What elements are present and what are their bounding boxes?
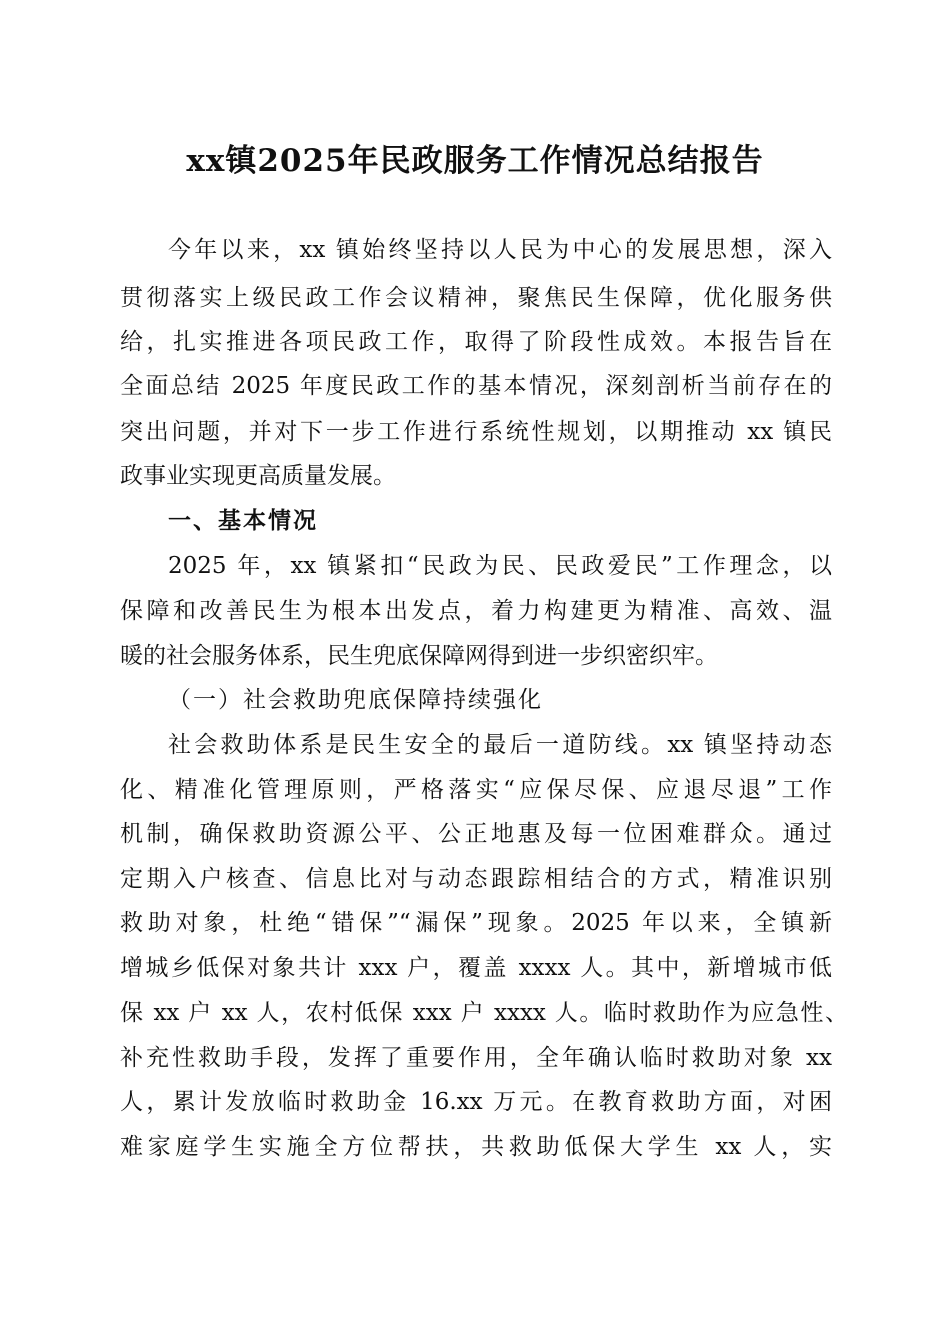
intro-line: 给，扎实推进各项民政工作，取得了阶段性成效。本报告旨在 (120, 329, 832, 355)
subsection-line: 定期入户核查、信息比对与动态跟踪相结合的方式，精准识别 (120, 866, 832, 892)
subsection-line: 难家庭学生实施全方位帮扶，共救助低保大学生 xx 人，实 (120, 1134, 832, 1160)
subsection-line: 化、精准化管理原则，严格落实“应保尽保、应退尽退”工作 (120, 777, 832, 803)
subsection-line: 保 xx 户 xx 人，农村低保 xxx 户 xxxx 人。临时救助作为应急性、 (120, 1000, 848, 1026)
intro-line: 政事业实现更高质量发展。 (120, 463, 396, 489)
subsection-line: 人，累计发放临时救助金 16.xx 万元。在教育救助方面，对困 (120, 1089, 832, 1115)
intro-line: 全面总结 2025 年度民政工作的基本情况，深刻剖析当前存在的 (120, 373, 832, 399)
section1-line: 2025 年，xx 镇紧扣“民政为民、民政爱民”工作理念，以 (168, 553, 832, 579)
intro-line: 今年以来，xx 镇始终坚持以人民为中心的发展思想，深入 (168, 237, 832, 263)
subsection-line: 机制，确保救助资源公平、公正地惠及每一位困难群众。通过 (120, 821, 832, 847)
intro-line: 突出问题，并对下一步工作进行系统性规划，以期推动 xx 镇民 (120, 419, 832, 445)
subsection-line: 救助对象，杜绝“错保”“漏保”现象。2025 年以来，全镇新 (120, 910, 832, 936)
section-heading: 一、基本情况 (168, 507, 318, 534)
section1-line: 保障和改善民生为根本出发点，着力构建更为精准、高效、温 (120, 598, 832, 624)
subsection-heading: （一）社会救助兜底保障持续强化 (168, 687, 543, 713)
section1-line: 暖的社会服务体系，民生兜底保障网得到进一步织密织牢。 (120, 643, 718, 669)
document-title: xx镇2025年民政服务工作情况总结报告 (186, 143, 764, 179)
intro-line: 贯彻落实上级民政工作会议精神，聚焦民生保障，优化服务供 (120, 285, 832, 311)
subsection-line: 增城乡低保对象共计 xxx 户，覆盖 xxxx 人。其中，新增城市低 (120, 955, 832, 981)
subsection-line: 补充性救助手段，发挥了重要作用，全年确认临时救助对象 xx (120, 1045, 832, 1071)
subsection-line: 社会救助体系是民生安全的最后一道防线。xx 镇坚持动态 (168, 732, 832, 758)
